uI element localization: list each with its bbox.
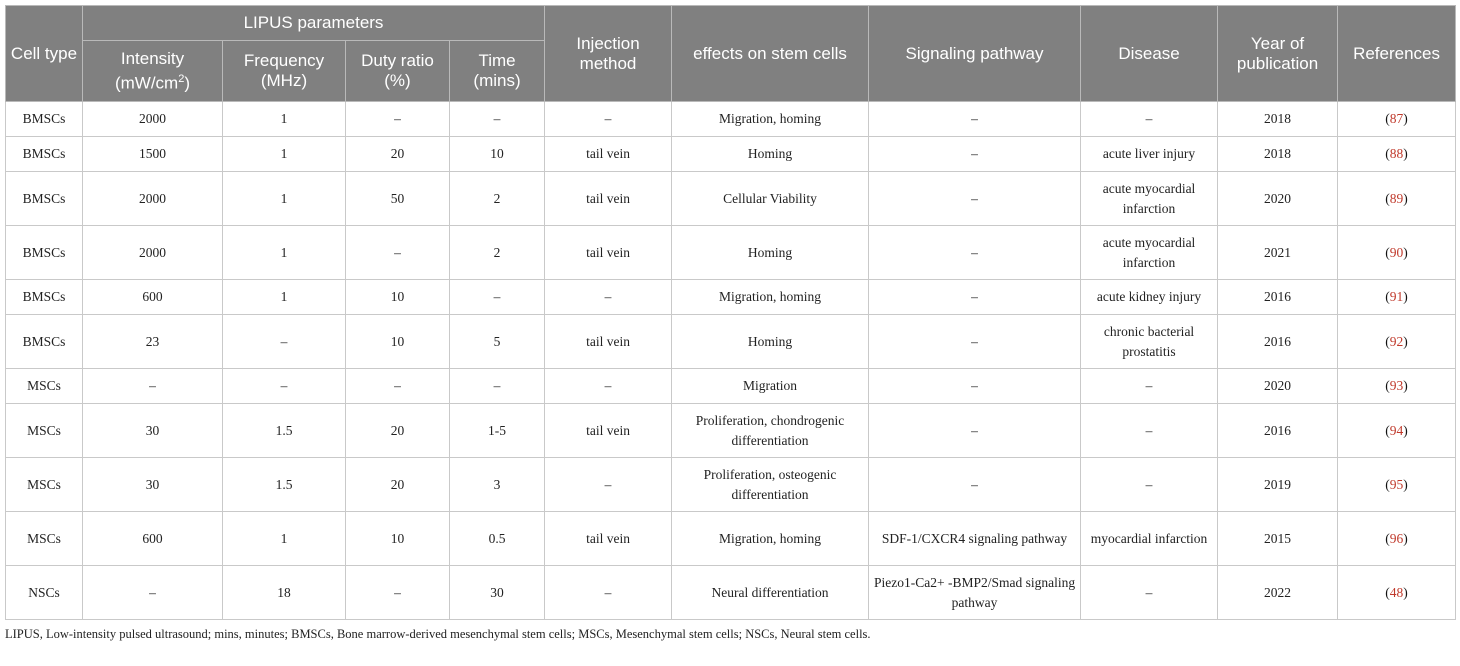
- cell-effects: Proliferation, chondrogenic differentiation: [672, 404, 869, 458]
- cell-cell: MSCs: [6, 512, 83, 566]
- ref-close: ): [1403, 530, 1408, 546]
- cell-time: 0.5: [450, 512, 545, 566]
- header-disease: Disease: [1081, 6, 1218, 102]
- cell-time: 2: [450, 226, 545, 280]
- cell-cell: BMSCs: [6, 315, 83, 369]
- reference-link[interactable]: 88: [1389, 146, 1404, 161]
- cell-frequency: 1: [223, 172, 346, 226]
- cell-effects: Migration, homing: [672, 512, 869, 566]
- cell-frequency: 1: [223, 102, 346, 137]
- cell-pathway: –: [869, 458, 1081, 512]
- table-header: [6, 6, 1456, 102]
- cell-year: 2018: [1218, 102, 1338, 137]
- cell-time: 30: [450, 566, 545, 620]
- cell-cell: MSCs: [6, 404, 83, 458]
- table-row: [6, 280, 1456, 315]
- header-signaling-pathway: Signaling pathway: [869, 6, 1081, 102]
- cell-disease: acute myocardial infarction: [1081, 226, 1218, 280]
- cell-duty: 10: [346, 280, 450, 315]
- cell-injection: –: [545, 369, 672, 404]
- reference-link[interactable]: 91: [1389, 289, 1404, 304]
- cell-effects: Proliferation, osteogenic differentiation: [672, 458, 869, 512]
- table-row: [6, 458, 1456, 512]
- reference-link[interactable]: 48: [1389, 584, 1404, 600]
- cell-pathway: –: [869, 137, 1081, 172]
- ref-open: (: [1385, 584, 1390, 600]
- cell-duty: 20: [346, 404, 450, 458]
- cell-duty: –: [346, 566, 450, 620]
- ref-close: ): [1403, 476, 1408, 492]
- ref-close: ): [1403, 333, 1408, 349]
- cell-pathway: –: [869, 102, 1081, 137]
- cell-reference: [1338, 512, 1456, 566]
- header-injection-method: Injection method: [545, 6, 672, 102]
- cell-pathway: –: [869, 280, 1081, 315]
- cell-duty: 20: [346, 137, 450, 172]
- table-row: [6, 512, 1456, 566]
- cell-injection: –: [545, 280, 672, 315]
- cell-disease: chronic bacterial prostatitis: [1081, 315, 1218, 369]
- cell-reference: [1338, 172, 1456, 226]
- cell-frequency: 1: [223, 226, 346, 280]
- cell-year: 2016: [1218, 280, 1338, 315]
- cell-reference: [1338, 102, 1456, 137]
- cell-duty: 50: [346, 172, 450, 226]
- header-intensity-close: ): [184, 73, 191, 93]
- cell-disease: acute myocardial infarction: [1081, 172, 1218, 226]
- cell-duty: –: [346, 226, 450, 280]
- reference-link[interactable]: 93: [1389, 378, 1404, 393]
- ref-close: ): [1403, 190, 1408, 206]
- table-body: [6, 102, 1456, 620]
- cell-frequency: 18: [223, 566, 346, 620]
- cell-intensity: 23: [83, 315, 223, 369]
- cell-effects: Homing: [672, 315, 869, 369]
- cell-frequency: 1.5: [223, 404, 346, 458]
- cell-reference: [1338, 369, 1456, 404]
- header-year: Year of publication: [1218, 6, 1338, 102]
- ref-close: ): [1403, 422, 1408, 438]
- cell-intensity: 2000: [83, 102, 223, 137]
- table-row: [6, 226, 1456, 280]
- ref-open: (: [1385, 476, 1390, 492]
- cell-frequency: –: [223, 315, 346, 369]
- header-cell-type: Cell type: [6, 6, 83, 102]
- cell-injection: –: [545, 566, 672, 620]
- cell-injection: tail vein: [545, 315, 672, 369]
- cell-effects: Neural differentiation: [672, 566, 869, 620]
- ref-open: (: [1385, 378, 1390, 393]
- cell-effects: Homing: [672, 137, 869, 172]
- cell-year: 2021: [1218, 226, 1338, 280]
- header-time: Time (mins): [450, 41, 545, 102]
- cell-year: 2018: [1218, 137, 1338, 172]
- cell-year: 2022: [1218, 566, 1338, 620]
- cell-reference: [1338, 226, 1456, 280]
- ref-close: ): [1403, 584, 1408, 600]
- cell-effects: Cellular Viability: [672, 172, 869, 226]
- cell-cell: BMSCs: [6, 137, 83, 172]
- cell-intensity: –: [83, 566, 223, 620]
- cell-effects: Homing: [672, 226, 869, 280]
- reference-link[interactable]: 87: [1389, 111, 1404, 126]
- lipus-table: [5, 5, 1456, 620]
- cell-pathway: –: [869, 226, 1081, 280]
- ref-open: (: [1385, 530, 1390, 546]
- cell-pathway: –: [869, 369, 1081, 404]
- cell-time: 2: [450, 172, 545, 226]
- ref-open: (: [1385, 289, 1390, 304]
- cell-duty: –: [346, 369, 450, 404]
- cell-injection: tail vein: [545, 512, 672, 566]
- header-references: References: [1338, 6, 1456, 102]
- cell-disease: –: [1081, 458, 1218, 512]
- header-frequency: Frequency (MHz): [223, 41, 346, 102]
- table-container: [5, 5, 1455, 642]
- header-intensity: [83, 41, 223, 102]
- cell-disease: –: [1081, 404, 1218, 458]
- cell-year: 2019: [1218, 458, 1338, 512]
- cell-time: 5: [450, 315, 545, 369]
- cell-pathway: SDF-1/CXCR4 signaling pathway: [869, 512, 1081, 566]
- reference-link[interactable]: 95: [1389, 476, 1404, 492]
- cell-frequency: 1: [223, 512, 346, 566]
- reference-link[interactable]: 94: [1389, 422, 1404, 438]
- cell-pathway: –: [869, 404, 1081, 458]
- table-row: [6, 566, 1456, 620]
- cell-intensity: 600: [83, 280, 223, 315]
- cell-cell: BMSCs: [6, 280, 83, 315]
- cell-time: –: [450, 369, 545, 404]
- table-row: [6, 137, 1456, 172]
- cell-pathway: Piezo1-Ca2+ -BMP2/Smad signaling pathway: [869, 566, 1081, 620]
- ref-open: (: [1385, 111, 1390, 126]
- cell-pathway: –: [869, 315, 1081, 369]
- cell-intensity: 2000: [83, 172, 223, 226]
- cell-cell: MSCs: [6, 369, 83, 404]
- cell-injection: tail vein: [545, 172, 672, 226]
- cell-time: 10: [450, 137, 545, 172]
- cell-year: 2016: [1218, 404, 1338, 458]
- cell-duty: –: [346, 102, 450, 137]
- cell-injection: tail vein: [545, 404, 672, 458]
- cell-reference: [1338, 566, 1456, 620]
- ref-close: ): [1403, 111, 1408, 126]
- cell-disease: –: [1081, 102, 1218, 137]
- cell-intensity: 30: [83, 404, 223, 458]
- cell-duty: 10: [346, 315, 450, 369]
- table-row: [6, 102, 1456, 137]
- cell-frequency: 1.5: [223, 458, 346, 512]
- header-lipus-parameters: LIPUS parameters: [83, 6, 545, 41]
- cell-disease: –: [1081, 566, 1218, 620]
- cell-year: 2015: [1218, 512, 1338, 566]
- cell-pathway: –: [869, 172, 1081, 226]
- cell-cell: MSCs: [6, 458, 83, 512]
- reference-link[interactable]: 96: [1389, 530, 1404, 546]
- ref-close: ): [1403, 378, 1408, 393]
- cell-duty: 20: [346, 458, 450, 512]
- cell-cell: BMSCs: [6, 172, 83, 226]
- ref-close: ): [1403, 244, 1408, 260]
- header-effects: effects on stem cells: [672, 6, 869, 102]
- ref-close: ): [1403, 289, 1408, 304]
- ref-open: (: [1385, 422, 1390, 438]
- cell-reference: [1338, 404, 1456, 458]
- cell-cell: BMSCs: [6, 226, 83, 280]
- ref-open: (: [1385, 190, 1390, 206]
- cell-disease: –: [1081, 369, 1218, 404]
- cell-effects: Migration, homing: [672, 102, 869, 137]
- cell-injection: –: [545, 458, 672, 512]
- ref-open: (: [1385, 244, 1390, 260]
- cell-reference: [1338, 315, 1456, 369]
- table-row: [6, 369, 1456, 404]
- cell-cell: BMSCs: [6, 102, 83, 137]
- cell-intensity: 600: [83, 512, 223, 566]
- table-row: [6, 404, 1456, 458]
- cell-duty: 10: [346, 512, 450, 566]
- cell-injection: tail vein: [545, 137, 672, 172]
- cell-effects: Migration: [672, 369, 869, 404]
- cell-frequency: –: [223, 369, 346, 404]
- cell-intensity: 2000: [83, 226, 223, 280]
- header-duty-ratio: Duty ratio (%): [346, 41, 450, 102]
- cell-frequency: 1: [223, 280, 346, 315]
- table-row: [6, 315, 1456, 369]
- ref-close: ): [1403, 146, 1408, 161]
- ref-open: (: [1385, 333, 1390, 349]
- ref-open: (: [1385, 146, 1390, 161]
- cell-injection: –: [545, 102, 672, 137]
- cell-time: 3: [450, 458, 545, 512]
- cell-disease: acute liver injury: [1081, 137, 1218, 172]
- cell-reference: [1338, 280, 1456, 315]
- cell-disease: acute kidney injury: [1081, 280, 1218, 315]
- cell-year: 2016: [1218, 315, 1338, 369]
- cell-intensity: –: [83, 369, 223, 404]
- cell-intensity: 1500: [83, 137, 223, 172]
- cell-time: –: [450, 280, 545, 315]
- header-intensity-sup: 2: [178, 72, 185, 85]
- cell-time: 1-5: [450, 404, 545, 458]
- cell-year: 2020: [1218, 369, 1338, 404]
- reference-link[interactable]: 90: [1389, 244, 1404, 260]
- reference-link[interactable]: 92: [1389, 333, 1404, 349]
- cell-injection: tail vein: [545, 226, 672, 280]
- table-row: [6, 172, 1456, 226]
- cell-effects: Migration, homing: [672, 280, 869, 315]
- cell-cell: NSCs: [6, 566, 83, 620]
- reference-link[interactable]: 89: [1389, 190, 1404, 206]
- cell-disease: myocardial infarction: [1081, 512, 1218, 566]
- cell-reference: [1338, 458, 1456, 512]
- table-footnote: LIPUS, Low-intensity pulsed ultrasound; mins, minutes; BMSCs, Bone marrow-derived mesenchymal stem cells; MSCs, Mesenchymal stem cells; NSCs, Neural stem cells.: [5, 627, 871, 641]
- cell-reference: [1338, 137, 1456, 172]
- cell-time: –: [450, 102, 545, 137]
- cell-frequency: 1: [223, 137, 346, 172]
- cell-intensity: 30: [83, 458, 223, 512]
- cell-year: 2020: [1218, 172, 1338, 226]
- header-intensity-label: Intensity (mW/cm: [114, 48, 185, 93]
